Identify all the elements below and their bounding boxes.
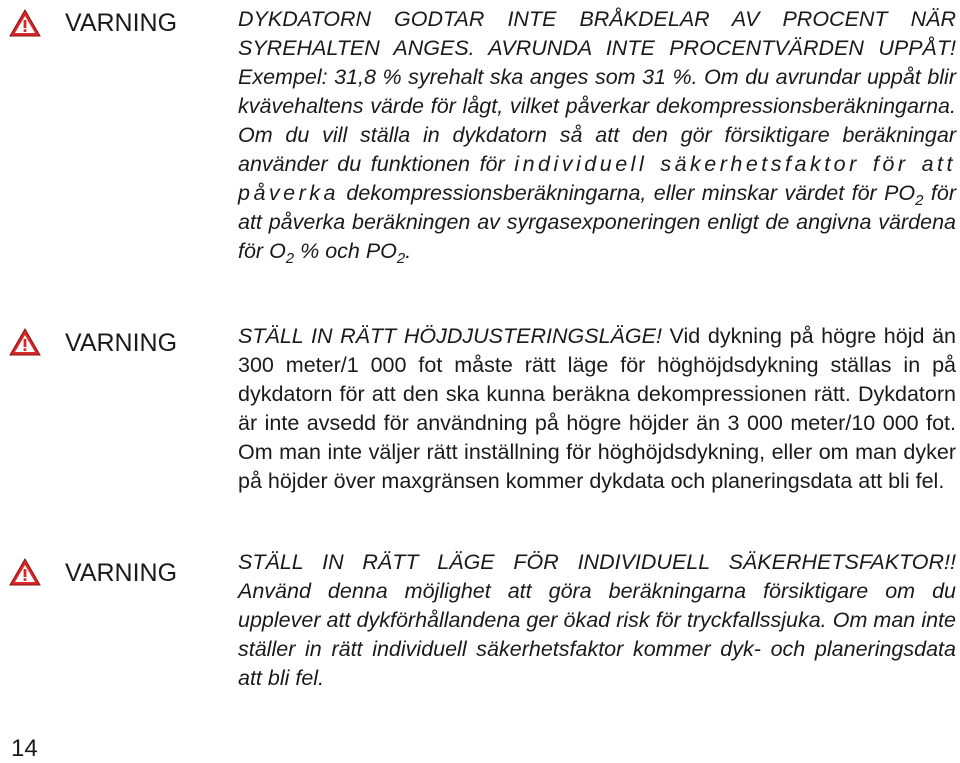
warning-triangle-icon <box>8 8 42 38</box>
warning-heading: STÄLL IN RÄTT HÖJDJUSTERINGSLÄGE! <box>238 324 662 348</box>
subscript: 2 <box>285 250 295 267</box>
warning-label: VARNING <box>65 559 178 587</box>
warning-text-part: för att påverka beräkningen av syrgasexponeringen enligt de angivna värdena för O <box>238 181 956 263</box>
warning-heading: STÄLL IN RÄTT LÄGE FÖR INDIVIDUELL SÄKERHETSFAKTOR! <box>238 550 951 574</box>
warning-text-part: ! Använd denna möjlighet att göra beräkningarna försiktigare om du upplever att dykförhållandena ger ökad risk för tryckfallssjuka. Om man inte ställer in rätt individuell säkerhetsfaktor kommer dyk- och planeringsdata att bli fel. <box>238 550 956 690</box>
warning-triangle-icon <box>8 557 42 587</box>
subscript: 2 <box>396 250 406 267</box>
page-number: 14 <box>11 735 38 762</box>
warning-text-spaced: individuell säkerhetsfaktor för att påverka <box>238 152 956 205</box>
warning-text <box>238 322 956 496</box>
warning-text-part: dekompressionsberäkningarna, eller minskar värdet för PO <box>346 181 916 205</box>
warning-text <box>238 548 956 693</box>
warning-text <box>238 5 956 266</box>
warning-label: VARNING <box>65 329 178 357</box>
warning-text-part: Vid dykning på högre höjd än 300 meter/1 000 fot måste rätt läge för höghöjdsdykning ställas in på dykdatorn för att den ska kunna beräkna dekompressionen rätt. Dykdatorn är inte avsedd för användning på högre höjder än 3 000 meter/10 000 fot. Om man inte väljer rätt inställning för höghöjdsdykning, eller om man dyker på höjder över maxgränsen kommer dykdata och planeringsdata att bli fel. <box>238 324 956 493</box>
warning-label: VARNING <box>65 9 178 37</box>
warning-text-part: % och PO <box>294 239 397 263</box>
warning-triangle-icon <box>8 327 42 357</box>
warning-text-part: DYKDATORN GODTAR INTE BRÅKDELAR AV PROCENT NÄR SYREHALTEN ANGES. AVRUNDA INTE PROCENTVÄRDEN UPPÅT! Exempel: 31,8 % syrehalt ska anges som 31 %. Om du avrundar uppåt blir kvävehaltens värde för lågt, vilket påverkar dekompressionsberäkningarna. Om du vill ställa in dykdatorn så att den gör försiktigare beräkningar använder du funktionen för <box>238 7 956 176</box>
subscript: 2 <box>915 192 924 209</box>
warning-text-part: . <box>405 239 412 263</box>
